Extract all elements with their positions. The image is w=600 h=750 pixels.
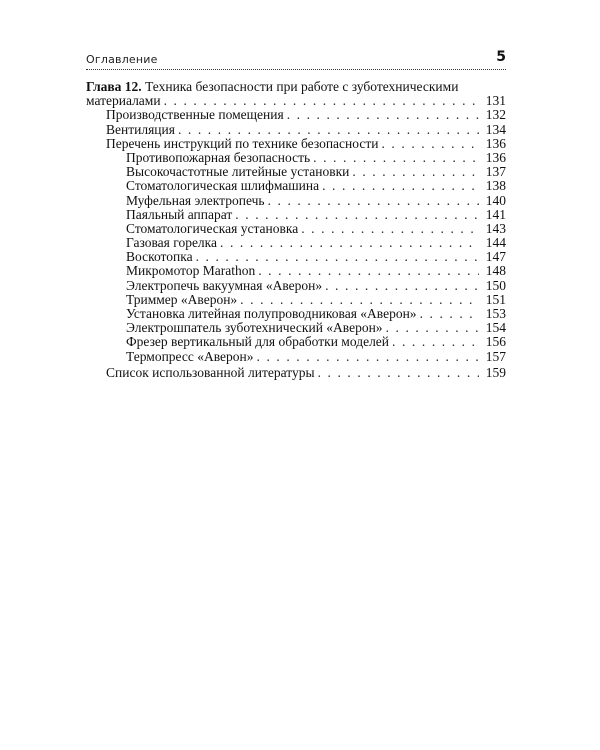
toc-subentry-title: Высокочастотные литейные установки (126, 164, 350, 180)
dot-leader (313, 151, 479, 165)
toc-subentry[interactable] (86, 335, 506, 349)
dot-leader (240, 293, 479, 307)
toc-subentry[interactable] (86, 165, 506, 179)
toc-subentry-page: 153 (485, 306, 506, 321)
chapter-page: 131 (485, 93, 506, 109)
chapter-label: Глава 12. (86, 79, 142, 94)
toc-subentry-title: Фрезер вертикальный для обработки моделей (126, 334, 390, 350)
toc-entry-title: Вентиляция (106, 121, 175, 137)
toc-subentry-title: Стоматологическая установка (126, 220, 299, 236)
toc-subentry-title: Электропечь вакуумная «Аверон» (126, 277, 323, 293)
dot-leader (420, 307, 479, 321)
chapter-title-line1: Техника безопасности при работе с зуботехническими (145, 79, 459, 94)
toc-subentry-title: Газовая горелка (126, 235, 218, 251)
page-number: 5 (496, 49, 506, 65)
toc-subentry-page: 150 (485, 277, 506, 293)
toc-subentry-title: Стоматологическая шлифмашина (126, 178, 320, 194)
toc-subentry[interactable] (86, 222, 506, 236)
toc-entry-chapter-12[interactable] (86, 94, 506, 108)
toc-subentry-title: Установка литейная полупроводниковая «Аверон» (126, 306, 417, 321)
toc-subentry-page: 144 (485, 235, 506, 251)
toc-entry-title: Список использованной литературы (106, 364, 315, 380)
dot-leader (322, 179, 479, 193)
toc-entry-title: Производственные помещения (106, 107, 284, 123)
toc-subentry-page: 136 (485, 149, 506, 165)
running-header-title: Оглавление (86, 53, 158, 66)
toc-subentry[interactable] (86, 179, 506, 193)
dot-leader (287, 108, 479, 122)
toc-entry-page: 134 (485, 121, 506, 137)
dot-leader (178, 123, 479, 137)
toc-subentry-title: Электрошпатель зуботехнический «Аверон» (126, 320, 383, 336)
toc-subentry-page: 140 (485, 192, 506, 208)
chapter-heading (86, 80, 506, 94)
table-of-contents (86, 80, 506, 380)
toc-entry-title: Перечень инструкций по технике безопасности (106, 135, 379, 151)
toc-subentry-page: 143 (485, 220, 506, 236)
dot-leader (352, 165, 479, 179)
toc-subentry-title: Муфельная электропечь (126, 192, 265, 208)
dot-leader (235, 208, 479, 222)
toc-entry[interactable] (86, 108, 506, 122)
toc-subentry-page: 156 (485, 334, 506, 350)
toc-subentry-page: 147 (485, 249, 506, 265)
dot-leader (301, 222, 479, 236)
dot-leader (268, 194, 479, 208)
toc-subentry-title: Паяльный аппарат (126, 206, 233, 222)
toc-subentry[interactable] (86, 208, 506, 222)
dot-leader (325, 279, 479, 293)
toc-subentry[interactable] (86, 151, 506, 165)
dot-leader (257, 350, 480, 364)
toc-subentry[interactable] (86, 321, 506, 335)
toc-entry[interactable] (86, 137, 506, 151)
toc-subentry-title: Триммер «Аверон» (126, 291, 238, 307)
dot-leader (386, 321, 479, 335)
chapter-title-line2: материалами (86, 93, 161, 109)
running-header (86, 49, 506, 69)
dot-leader (196, 250, 479, 264)
header-rule (86, 69, 506, 70)
toc-subentry[interactable] (86, 307, 506, 321)
toc-subentry-page: 154 (485, 320, 506, 336)
toc-entry-bibliography[interactable] (86, 366, 506, 380)
toc-subentry-title: Противопожарная безопасность (126, 149, 311, 165)
dot-leader (381, 137, 479, 151)
dot-leader (258, 264, 479, 278)
toc-entry-page: 132 (485, 107, 506, 123)
toc-subentry[interactable] (86, 194, 506, 208)
toc-subentry-page: 137 (485, 164, 506, 180)
toc-entry-page: 159 (485, 364, 506, 380)
toc-subentry-page: 138 (485, 178, 506, 194)
toc-subentry-page: 148 (485, 263, 506, 279)
dot-leader (318, 366, 479, 380)
toc-subentry[interactable] (86, 236, 506, 250)
dot-leader (220, 236, 479, 250)
toc-subentry[interactable] (86, 293, 506, 307)
toc-subentry[interactable] (86, 250, 506, 264)
dot-leader (164, 94, 479, 108)
toc-subentry[interactable] (86, 279, 506, 293)
toc-subentry[interactable] (86, 264, 506, 278)
toc-subentry-page: 151 (485, 291, 506, 307)
toc-subentry-page: 141 (485, 206, 506, 222)
toc-entry-page: 136 (485, 135, 506, 151)
toc-subentry[interactable] (86, 350, 506, 364)
toc-subentry-page: 157 (485, 348, 506, 364)
toc-entry[interactable] (86, 123, 506, 137)
toc-subentry-title: Микромотор Marathon (126, 263, 256, 279)
toc-subentry-title: Термопресс «Аверон» (126, 348, 254, 364)
toc-subentry-title: Воскотопка (126, 249, 193, 265)
dot-leader (392, 335, 479, 349)
